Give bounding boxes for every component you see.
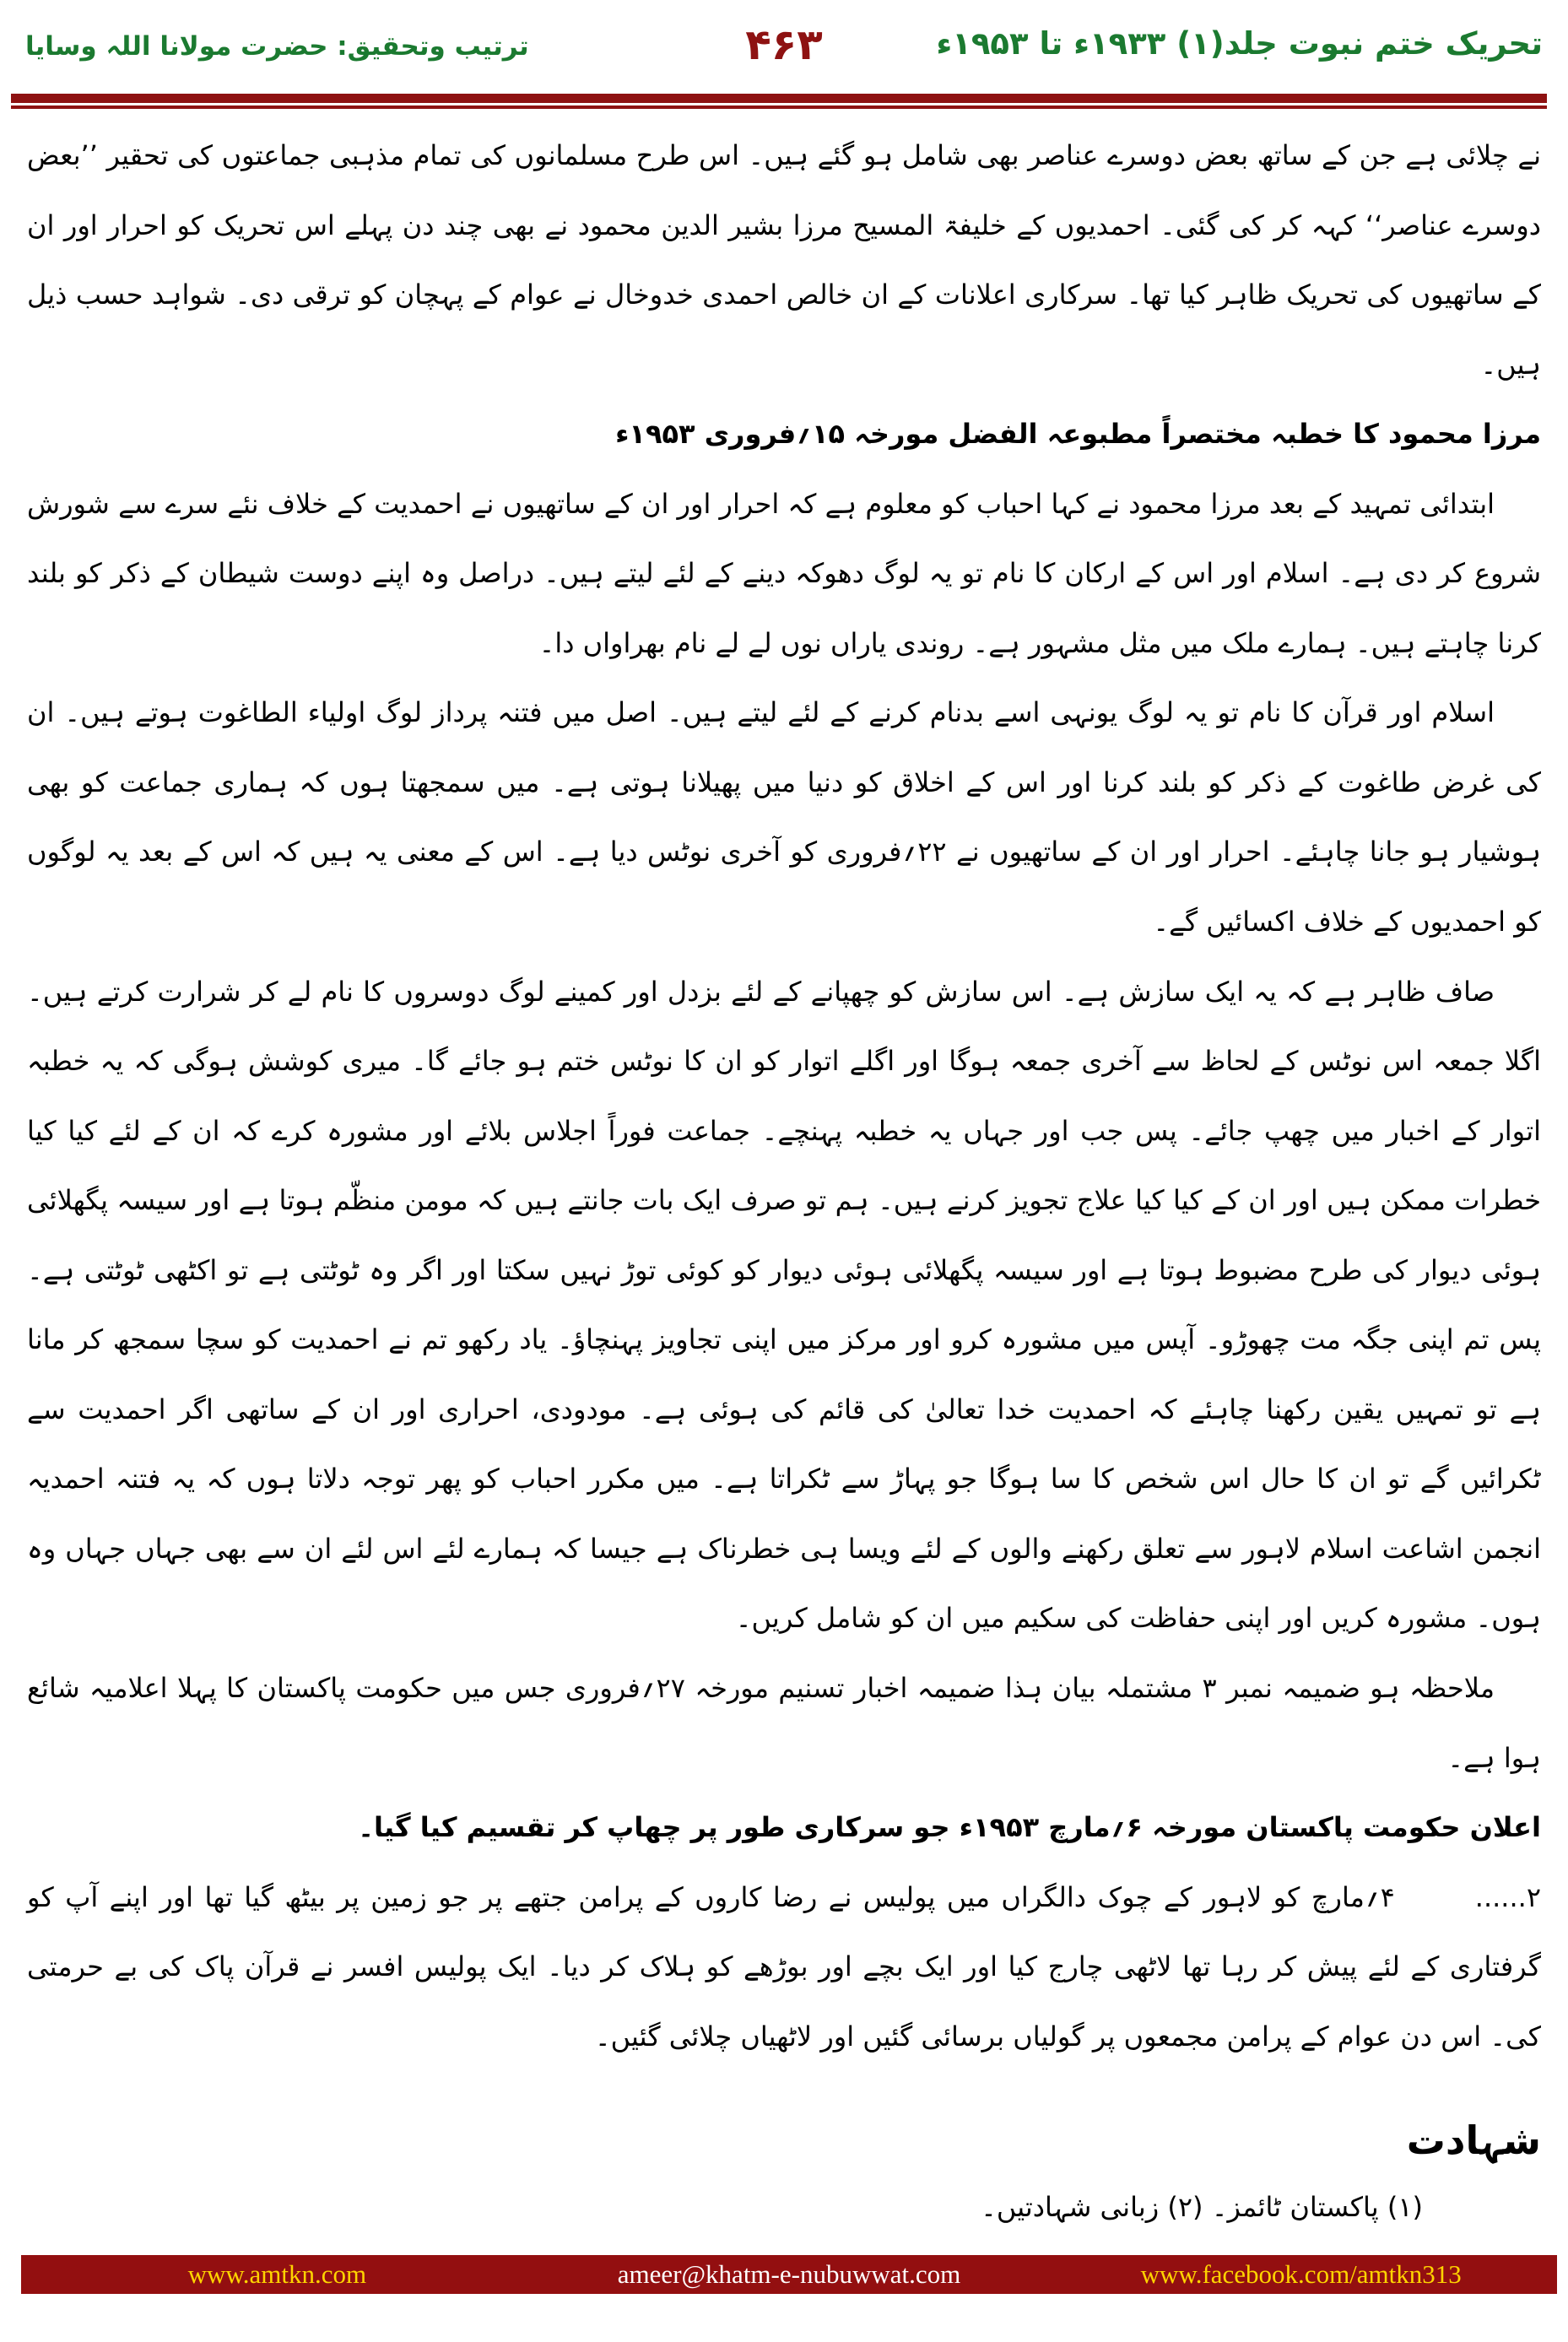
divider-thick-rule [11, 94, 1547, 103]
item-text: ۴؍مارچ کو لاہور کے چوک دالگراں میں پولیس نے رضا کاروں کے پرامن جتھے پر جو زمین پر بیٹھ گیا تھا اور اپنے آپ کو گرفتاری کے لئے پیش کر رہا تھا لاٹھی چارج کیا اور ایک بچے اور بوڑھے کو ہلاک کر دیا۔ ایک پولیس افسر نے قرآن پاک کی بے حرمتی کی۔ اس دن عوام کے پرامن مجمعوں پر گولیاں برسائی گئیں اور لاٹھیاں چلائی گئیں۔ [27, 1880, 1542, 2053]
editor-credit: ترتیب وتحقیق: حضرت مولانا اللہ وسایا [25, 31, 529, 62]
paragraph-note: ملاحظہ ہو ضمیمہ نمبر ۳ مشتملہ بیان ہذا ضمیمہ اخبار تسنیم مورخہ ۲۷؍فروری جس میں حکومت پاکستان کا پہلا اعلامیہ شائع ہوا ہے۔ [27, 1672, 1541, 1774]
section-heading-shahadat: شہادت [1406, 2118, 1541, 2164]
page-header [0, 0, 1568, 68]
paragraph: اسلام اور قرآن کا نام تو یہ لوگ یونہی اسے بدنام کرنے کے لئے لیتے ہیں۔ اصل میں فتنہ پرداز لوگ اولیاء الطاغوت ہوتے ہیں۔ ان کی غرض طاغوت کے ذکر کو بلند کرنا اور اس کے اخلاق کو دنیا میں پھیلانا ہوتی ہے۔ میں سمجھتا ہوں کہ ہماری جماعت کو بھی ہوشیار ہو جانا چاہئے۔ احرار اور ان کے ساتھیوں نے ۲۲؍فروری کو آخری نوٹس دیا ہے۔ اس کے معنی یہ ہیں کہ اس کے بعد یہ لوگوں کو احمدیوں کے خلاف اکسائیں گے۔ [27, 696, 1542, 938]
item-number: ۲...... [1474, 1880, 1541, 1913]
body-text [0, 109, 1568, 2242]
footer-website: www.amtkn.com [187, 2259, 367, 2289]
page-number: ۴۶۳ [745, 20, 823, 69]
paragraph-sources-list: (۱) پاکستان ٹائمز۔ (۲) زبانی شہادتیں۔ [981, 2190, 1423, 2223]
paragraph: ابتدائی تمہید کے بعد مرزا محمود نے کہا احباب کو معلوم ہے کہ احرار اور ان کے ساتھیوں نے احمدیت کے خلاف نئے سرے سے شورش شروع کر دی ہے۔ اسلام اور اس کے ارکان کا نام تو یہ لوگ دھوکہ دینے کے لئے لیتے ہیں۔ دراصل وہ اپنے دوست شیطان کے ذکر کو بلند کرنا چاہتے ہیں۔ ہمارے ملک میں مثل مشہور ہے۔ روندی یاراں نوں لے لے نام بھراواں دا۔ [27, 487, 1542, 659]
footer-email: ameer@khatm-e-nubuwwat.com [617, 2259, 961, 2289]
numbered-item-2 [27, 1863, 1541, 2072]
footer-facebook: www.facebook.com/amtkn313 [1140, 2259, 1462, 2289]
book-title: تحریک ختم نبوت جلد(۱) ۱۹۳۳ء تا ۱۹۵۳ء [936, 25, 1543, 62]
paragraph: صاف ظاہر ہے کہ یہ ایک سازش ہے۔ اس سازش کو چھپانے کے لئے بزدل اور کمینے لوگ دوسروں کا نام لے کر شرارت کرتے ہیں۔ اگلا جمعہ اس نوٹس کے لحاظ سے آخری جمعہ ہوگا اور اگلے اتوار کو ان کا نوٹس ختم ہو جائے گا۔ میری کوشش ہوگی کہ یہ خطبہ اتوار کے اخبار میں چھپ جائے۔ پس جب اور جہاں یہ خطبہ پہنچے۔ جماعت فوراً اجلاس بلائے اور مشورہ کرے کہ ان کے لئے کیا کیا خطرات ممکن ہیں اور ان کے کیا کیا علاج تجویز کرنے ہیں۔ ہم تو صرف ایک بات جانتے ہیں کہ مومن منظّم ہوتا ہے اور سیسہ پگھلائی ہوئی دیوار کی طرح مضبوط ہوتا ہے اور سیسہ پگھلائی ہوئی دیوار کو کوئی توڑ نہیں سکتا اور اگر وہ ٹوٹتی ہے تو اکٹھی ٹوٹتی ہے۔ پس تم اپنی جگہ مت چھوڑو۔ آپس میں مشورہ کرو اور مرکز میں اپنی تجاویز پہنچاؤ۔ یاد رکھو تم نے احمدیت کو سچا سمجھ کر مانا ہے تو تمہیں یقین رکھنا چاہئے کہ احمدیت خدا تعالیٰ کی قائم کی ہوئی ہے۔ مودودی، احراری اور ان کے ساتھی اگر احمدیت سے ٹکرائیں گے تو ان کا حال اس شخص کا سا ہوگا جو پہاڑ سے ٹکراتا ہے۔ میں مکرر احباب کو پھر توجہ دلاتا ہوں کہ یہ فتنہ احمدیہ انجمن اشاعت اسلام لاہور سے تعلق رکھنے والوں کے لئے ویسا ہی خطرناک ہے جیسا کہ ہمارے لئے اس لئے ان سے بھی جہاں جہاں وہ ہوں۔ مشورہ کریں اور اپنی حفاظت کی سکیم میں ان کو شامل کریں۔ [27, 975, 1542, 1635]
paragraph-continuation: نے چلائی ہے جن کے ساتھ بعض دوسرے عناصر بھی شامل ہو گئے ہیں۔ اس طرح مسلمانوں کی تمام مذہبی جماعتوں کی تحقیر ’’بعض دوسرے عناصر‘‘ کہہ کر کی گئی۔ احمدیوں کے خلیفۃ المسیح مرزا بشیر الدین محمود نے بھی چند دن پہلے اس تحریک کو احرار اور ان کے ساتھیوں کی تحریک ظاہر کیا تھا۔ سرکاری اعلانات کے ان خالص احمدی خدوخال نے عوام کے پہچان کو ترقی دی۔ شواہد حسب ذیل ہیں۔ [27, 139, 1541, 381]
header-divider [11, 94, 1547, 109]
footer-bar [21, 2255, 1557, 2294]
subheading-elaan: اعلان حکومت پاکستان مورخہ ۶؍مارچ ۱۹۵۳ء جو سرکاری طور پر چھاپ کر تقسیم کیا گیا۔ [358, 1811, 1541, 1844]
subheading-khutba: مرزا محمود کا خطبہ مختصراً مطبوعہ الفضل مورخہ ۱۵؍فروری ۱۹۵۳ء [615, 418, 1541, 451]
